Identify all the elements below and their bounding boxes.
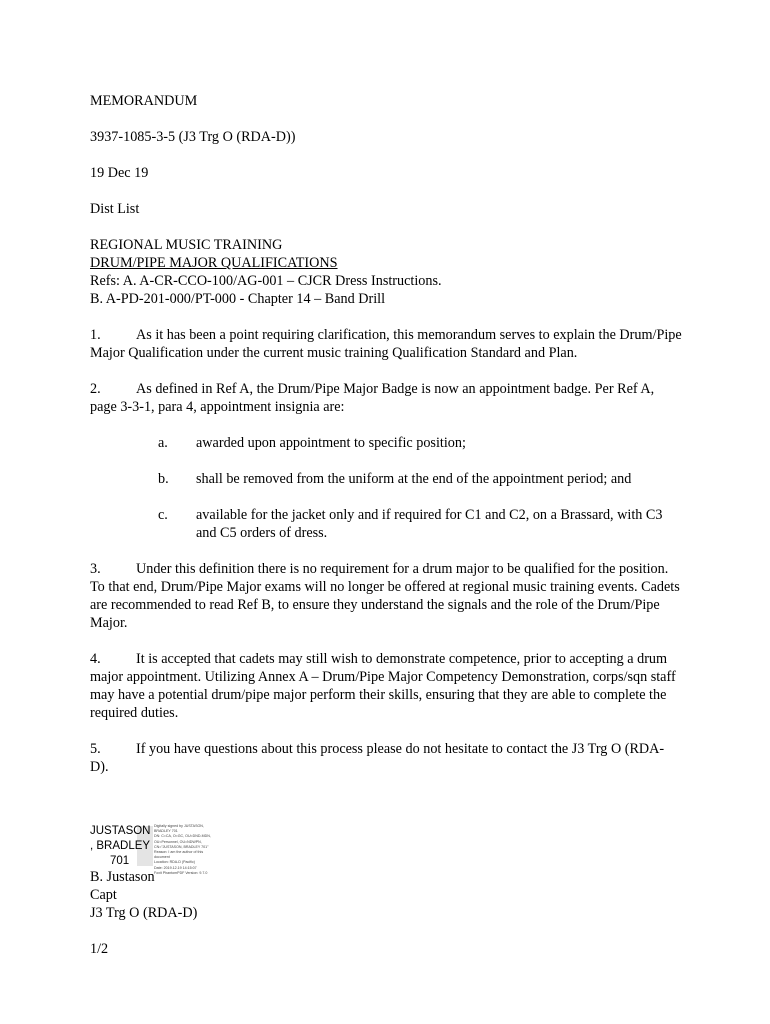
memo-heading: MEMORANDUM <box>90 93 198 109</box>
signature-detail-line: Foxit PhantomPDF Version: 9.7.0 <box>154 870 208 875</box>
paragraph-1 <box>90 326 682 362</box>
list-item-label: c. <box>158 507 168 523</box>
signature-detail-line: BRADLEY 701 <box>154 829 178 834</box>
signature-detail-line: CN="JUSTASON, BRADLEY 701" <box>154 844 209 849</box>
paragraph-4 <box>90 650 682 722</box>
page-number: 1/2 <box>90 941 109 957</box>
digital-signature-block[interactable] <box>90 824 682 875</box>
list-item-b <box>158 470 682 488</box>
signatory-rank: Capt <box>90 887 117 903</box>
list-item-c <box>158 506 682 542</box>
signer-name-line: JUSTASON <box>90 825 151 837</box>
paragraph-1-text: As it has been a point requiring clarification, this memorandum serves to explain the Drum/Pipe Major Qualification under the current music training Qualification Standard and Plan. <box>90 327 682 361</box>
list-item-a <box>158 434 682 452</box>
paragraph-3-number: 3. <box>90 561 101 577</box>
reference-b: B. A-PD-201-000/PT-000 - Chapter 14 – Band Drill <box>90 291 386 307</box>
memo-page <box>90 92 682 958</box>
distribution-list: Dist List <box>90 201 140 217</box>
list-item-label: a. <box>158 435 168 451</box>
signature-detail-line: OU=Personnel, OU=NDWPN, <box>154 839 202 844</box>
list-item-text: shall be removed from the uniform at the end of the appointment period; and <box>196 471 632 487</box>
signature-detail-line: Digitally signed by JUSTASON, <box>154 824 204 828</box>
paragraph-5 <box>90 740 682 776</box>
signature-detail-line: document <box>154 855 170 860</box>
list-item-label: b. <box>158 471 169 487</box>
paragraph-4-text: It is accepted that cadets may still wish to demonstrate competence, prior to accepting a drum major appointment. Utilizing Annex A – Drum/Pipe Major Competency Demonstration, corps/sqn staff may have a potential drum/pipe major perform their skills, ensuring that they are able to complete the required duties. <box>90 651 676 721</box>
memo-date: 19 Dec 19 <box>90 165 149 181</box>
signature-detail-line: Date: 2019.12.19 14:15:07 <box>154 865 197 870</box>
file-reference: 3937-1085-3-5 (J3 Trg O (RDA-D)) <box>90 129 296 145</box>
signer-name-line: 701 <box>110 855 130 867</box>
paragraph-1-number: 1. <box>90 327 101 343</box>
signer-name-line: , BRADLEY <box>90 840 151 852</box>
digital-signer-name <box>90 824 154 869</box>
signature-detail-line: DN: C=CA, O=GC, OU=DND-MDN, <box>154 834 211 839</box>
digital-signature-details <box>154 824 294 876</box>
paragraph-2-text: As defined in Ref A, the Drum/Pipe Major Badge is now an appointment badge. Per Ref A, page 3-3-1, para 4, appointment insignia are: <box>90 381 655 415</box>
subject-line-1: REGIONAL MUSIC TRAINING <box>90 237 283 253</box>
paragraph-3 <box>90 560 682 632</box>
paragraph-2 <box>90 380 682 416</box>
reference-a: Refs: A. A-CR-CCO-100/AG-001 – CJCR Dress Instructions. <box>90 273 442 289</box>
paragraph-5-text: If you have questions about this process please do not hesitate to contact the J3 Trg O (RDA-D). <box>90 741 665 775</box>
paragraph-4-number: 4. <box>90 651 101 667</box>
signature-detail-line: Location: RDA-D (Pacific) <box>154 860 195 865</box>
list-item-text: awarded upon appointment to specific position; <box>196 435 466 451</box>
paragraph-2-number: 2. <box>90 381 101 397</box>
subject-line-2: DRUM/PIPE MAJOR QUALIFICATIONS <box>90 255 338 271</box>
signature-detail-line: Reason: I am the author of this <box>154 850 204 855</box>
signatory-position: J3 Trg O (RDA-D) <box>90 905 198 921</box>
signatory-name: B. Justason <box>90 869 155 885</box>
list-item-text: available for the jacket only and if required for C1 and C2, on a Brassard, with C3 and C5 orders of dress. <box>196 507 663 541</box>
paragraph-3-text: Under this definition there is no requirement for a drum major to be qualified for the position. To that end, Drum/Pipe Major exams will no longer be offered at regional music training events. Cadets are recommended to read Ref B, to ensure they understand the signals and the role of the Drum/Pipe Major. <box>90 561 680 631</box>
paragraph-5-number: 5. <box>90 741 101 757</box>
